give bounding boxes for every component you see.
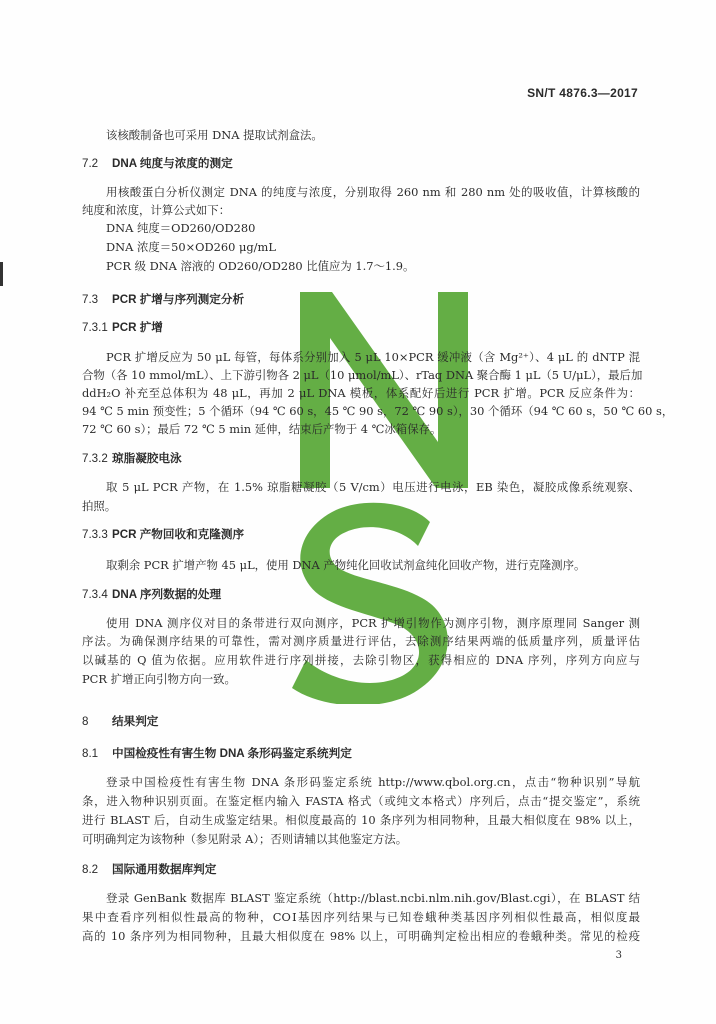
page-number: 3 <box>615 950 622 961</box>
body-text-line: 用核酸蛋白分析仪测定 DNA 的纯度与浓度，分别取得 260 nm 和 280 nm 处的吸收值，计算核酸的 <box>106 185 640 199</box>
section-title: 国际通用数据库判定 <box>112 863 217 876</box>
section-title: DNA 序列数据的处理 <box>112 588 222 601</box>
section-number: 7.3.3 <box>82 528 108 541</box>
section-title: PCR 扩增 <box>112 321 163 334</box>
body-text-line: PCR 扩增反应为 50 μL 每管，每体系分别加入 5 μL 10×PCR 缓冲液（含 Mg²⁺）、4 μL 的 dNTP 混 <box>106 350 640 364</box>
body-text-line: 合物（各 10 mmol/mL）、上下游引物各 2 μL（10 μmol/mL）、rTaq DNA 聚合酶 1 μL（5 U/μL），最后加 <box>82 368 643 382</box>
body-text-line: 使用 DNA 测序仪对目的条带进行双向测序，PCR 扩增引物作为测序引物，测序原理同 Sanger 测 <box>106 616 640 630</box>
section-title: DNA 纯度与浓度的测定 <box>112 157 233 170</box>
section-number: 8.2 <box>82 863 99 876</box>
section-heading <box>82 714 158 729</box>
body-text-line: 序法。为确保测序结果的可靠性，需对测序质量进行评估，去除测序结果两端的低质量序列，质量评估 <box>82 634 640 648</box>
body-text-line: DNA 浓度＝50×OD260 μg/mL <box>106 240 276 254</box>
scan-edge-mark <box>0 262 3 286</box>
body-text-line: PCR 级 DNA 溶液的 OD260/OD280 比值应为 1.7～1.9。 <box>106 259 415 273</box>
body-text-line: 条，进入物种识别页面。在鉴定框内输入 FASTA 格式（或纯文本格式）序列后，点击“提交鉴定”，系统 <box>82 794 640 808</box>
section-title: PCR 产物回收和克隆测序 <box>112 528 245 541</box>
section-heading <box>82 320 163 335</box>
section-heading <box>82 862 216 877</box>
body-text-line: 94 ℃ 5 min 预变性；5 个循环（94 ℃ 60 s，45 ℃ 90 s，72 ℃ 90 s），30 个循环（94 ℃ 60 s，50 ℃ 60 s， <box>82 404 674 418</box>
section-heading <box>82 156 233 171</box>
body-text-line: 进行 BLAST 后，自动生成鉴定结果。相似度最高的 10 条序列为相同物种，且最大相似度在 98% 以上， <box>82 813 640 827</box>
section-number: 7.3.1 <box>82 321 108 334</box>
section-number: 7.3.4 <box>82 588 108 601</box>
section-number: 8.1 <box>82 747 99 760</box>
section-heading <box>82 451 182 466</box>
body-text-line: 可明确判定为该物种（参见附录 A）；否则请辅以其他鉴定方法。 <box>82 832 408 846</box>
section-title: 琼脂凝胶电泳 <box>112 452 182 465</box>
body-text-line: 72 ℃ 60 s）；最后 72 ℃ 5 min 延伸，结束后产物于 4 ℃冰箱保存。 <box>82 422 442 436</box>
section-number: 7.3.2 <box>82 452 108 465</box>
section-title: PCR 扩增与序列测定分析 <box>112 293 245 306</box>
body-text-line: 该核酸制备也可采用 DNA 提取试剂盒法。 <box>106 128 323 142</box>
body-text-line: 果中查看序列相似性最高的物种，COⅠ基因序列结果与已知卷蛾种类基因序列相似性最高，相似度最 <box>82 910 640 924</box>
body-text-line: 拍照。 <box>82 499 117 513</box>
document-code: SN/T 4876.3—2017 <box>527 86 638 100</box>
section-number: 7.3 <box>82 293 99 306</box>
section-heading <box>82 587 221 602</box>
body-text-line: 纯度和浓度，计算公式如下： <box>82 203 231 217</box>
section-heading <box>82 527 244 542</box>
body-text-line: 以碱基的 Q 值为依据。应用软件进行序列拼接，去除引物区，获得相应的 DNA 序列，序列方向应与 <box>82 653 640 667</box>
body-text-line: 登录 GenBank 数据库 BLAST 鉴定系统（http://blast.ncbi.nlm.nih.gov/Blast.cgi），在 BLAST 结 <box>106 891 640 905</box>
body-text-line: PCR 扩增正向引物方向一致。 <box>82 672 236 686</box>
body-text-line: 取剩余 PCR 扩增产物 45 μL，使用 DNA 产物纯化回收试剂盒纯化回收产物，进行克隆测序。 <box>106 558 586 572</box>
section-heading <box>82 292 244 307</box>
body-text-line: DNA 纯度＝OD260/OD280 <box>106 221 256 235</box>
body-text-line: 取 5 μL PCR 产物，在 1.5% 琼脂糖凝胶（5 V/cm）电压进行电泳，EB 染色，凝胶成像系统观察、 <box>106 480 640 494</box>
section-title: 中国检疫性有害生物 DNA 条形码鉴定系统判定 <box>112 747 352 760</box>
section-number: 7.2 <box>82 157 99 170</box>
section-number: 8 <box>82 715 89 728</box>
body-text-line: ddH₂O 补充至总体积为 48 μL，再加 2 μL DNA 模板，体系配好后进行 PCR 扩增。PCR 反应条件为： <box>82 386 640 400</box>
section-title: 结果判定 <box>112 715 159 728</box>
body-text-line: 登录中国检疫性有害生物 DNA 条形码鉴定系统 http://www.qbol.org.cn，点击“物种识别”导航 <box>106 775 640 789</box>
section-heading <box>82 746 352 761</box>
body-text-line: 高的 10 条序列为相同物种，且最大相似度在 98% 以上，可明确判定检出相应的卷蛾种类。常见的检疫 <box>82 929 640 943</box>
